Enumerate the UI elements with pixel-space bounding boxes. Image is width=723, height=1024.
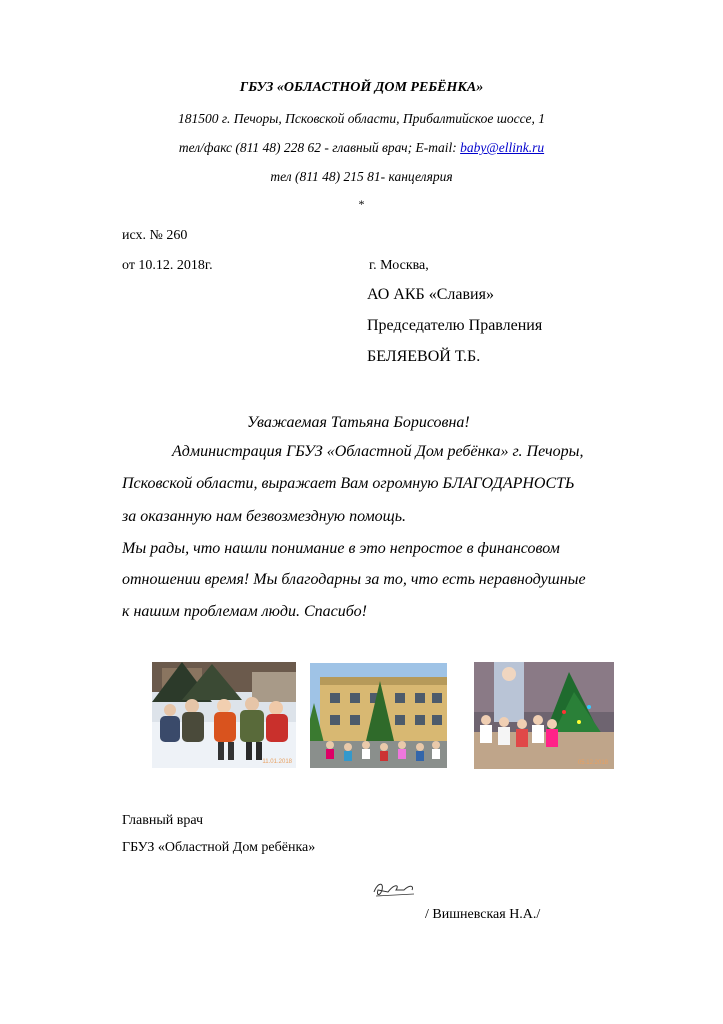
body-line: к нашим проблемам люди. Спасибо! — [122, 603, 367, 620]
photo-new-year — [474, 662, 614, 769]
header-separator: * — [358, 197, 365, 211]
body-line: отношении время! Мы благодарны за то, что есть неравнодушные — [122, 571, 586, 588]
body-line: за оказанную нам безвозмездную помощь. — [122, 508, 407, 525]
handwritten-signature — [370, 878, 420, 902]
greeting: Уважаемая Татьяна Борисовна! — [247, 414, 470, 431]
photo-date-stamp: 05.12.2018 — [577, 760, 608, 766]
recipient-name: БЕЛЯЕВОЙ Т.Б. — [367, 348, 481, 365]
contact-line — [0, 140, 723, 156]
organization-address: 181500 г. Печоры, Псковской области, Прибалтийское шоссе, 1 — [178, 111, 545, 126]
signature-title: Главный врач — [122, 813, 204, 828]
photo-children-winter — [152, 662, 296, 768]
body-line: Мы рады, что нашли понимание в это непростое в финансовом — [122, 540, 560, 557]
letter-date: от 10.12. 2018г. — [122, 258, 213, 273]
photo-building — [310, 663, 447, 768]
photo-date-stamp: 11.01.2018 — [262, 759, 292, 765]
signer-name: / Вишневская Н.А./ — [425, 907, 541, 922]
recipient-company: АО АКБ «Славия» — [367, 286, 494, 303]
recipient-position: Председателю Правления — [367, 317, 543, 334]
office-phone: тел (811 48) 215 81- канцелярия — [270, 169, 453, 184]
body-line: Псковской области, выражает Вам огромную БЛАГОДАРНОСТЬ — [122, 475, 575, 492]
signature-organization: ГБУЗ «Областной Дом ребёнка» — [122, 840, 316, 855]
organization-title: ГБУЗ «ОБЛАСТНОЙ ДОМ РЕБЁНКА» — [239, 80, 484, 95]
body-line: Администрация ГБУЗ «Областной Дом ребёнка» г. Печоры, — [172, 443, 584, 460]
phone-fax-text: тел/факс (811 48) 228 62 - главный врач; E-mail: — [178, 140, 457, 155]
email-link[interactable]: baby@ellink.ru — [460, 140, 545, 155]
reference-number: исх. № 260 — [122, 228, 188, 243]
letter-city: г. Москва, — [369, 258, 429, 273]
